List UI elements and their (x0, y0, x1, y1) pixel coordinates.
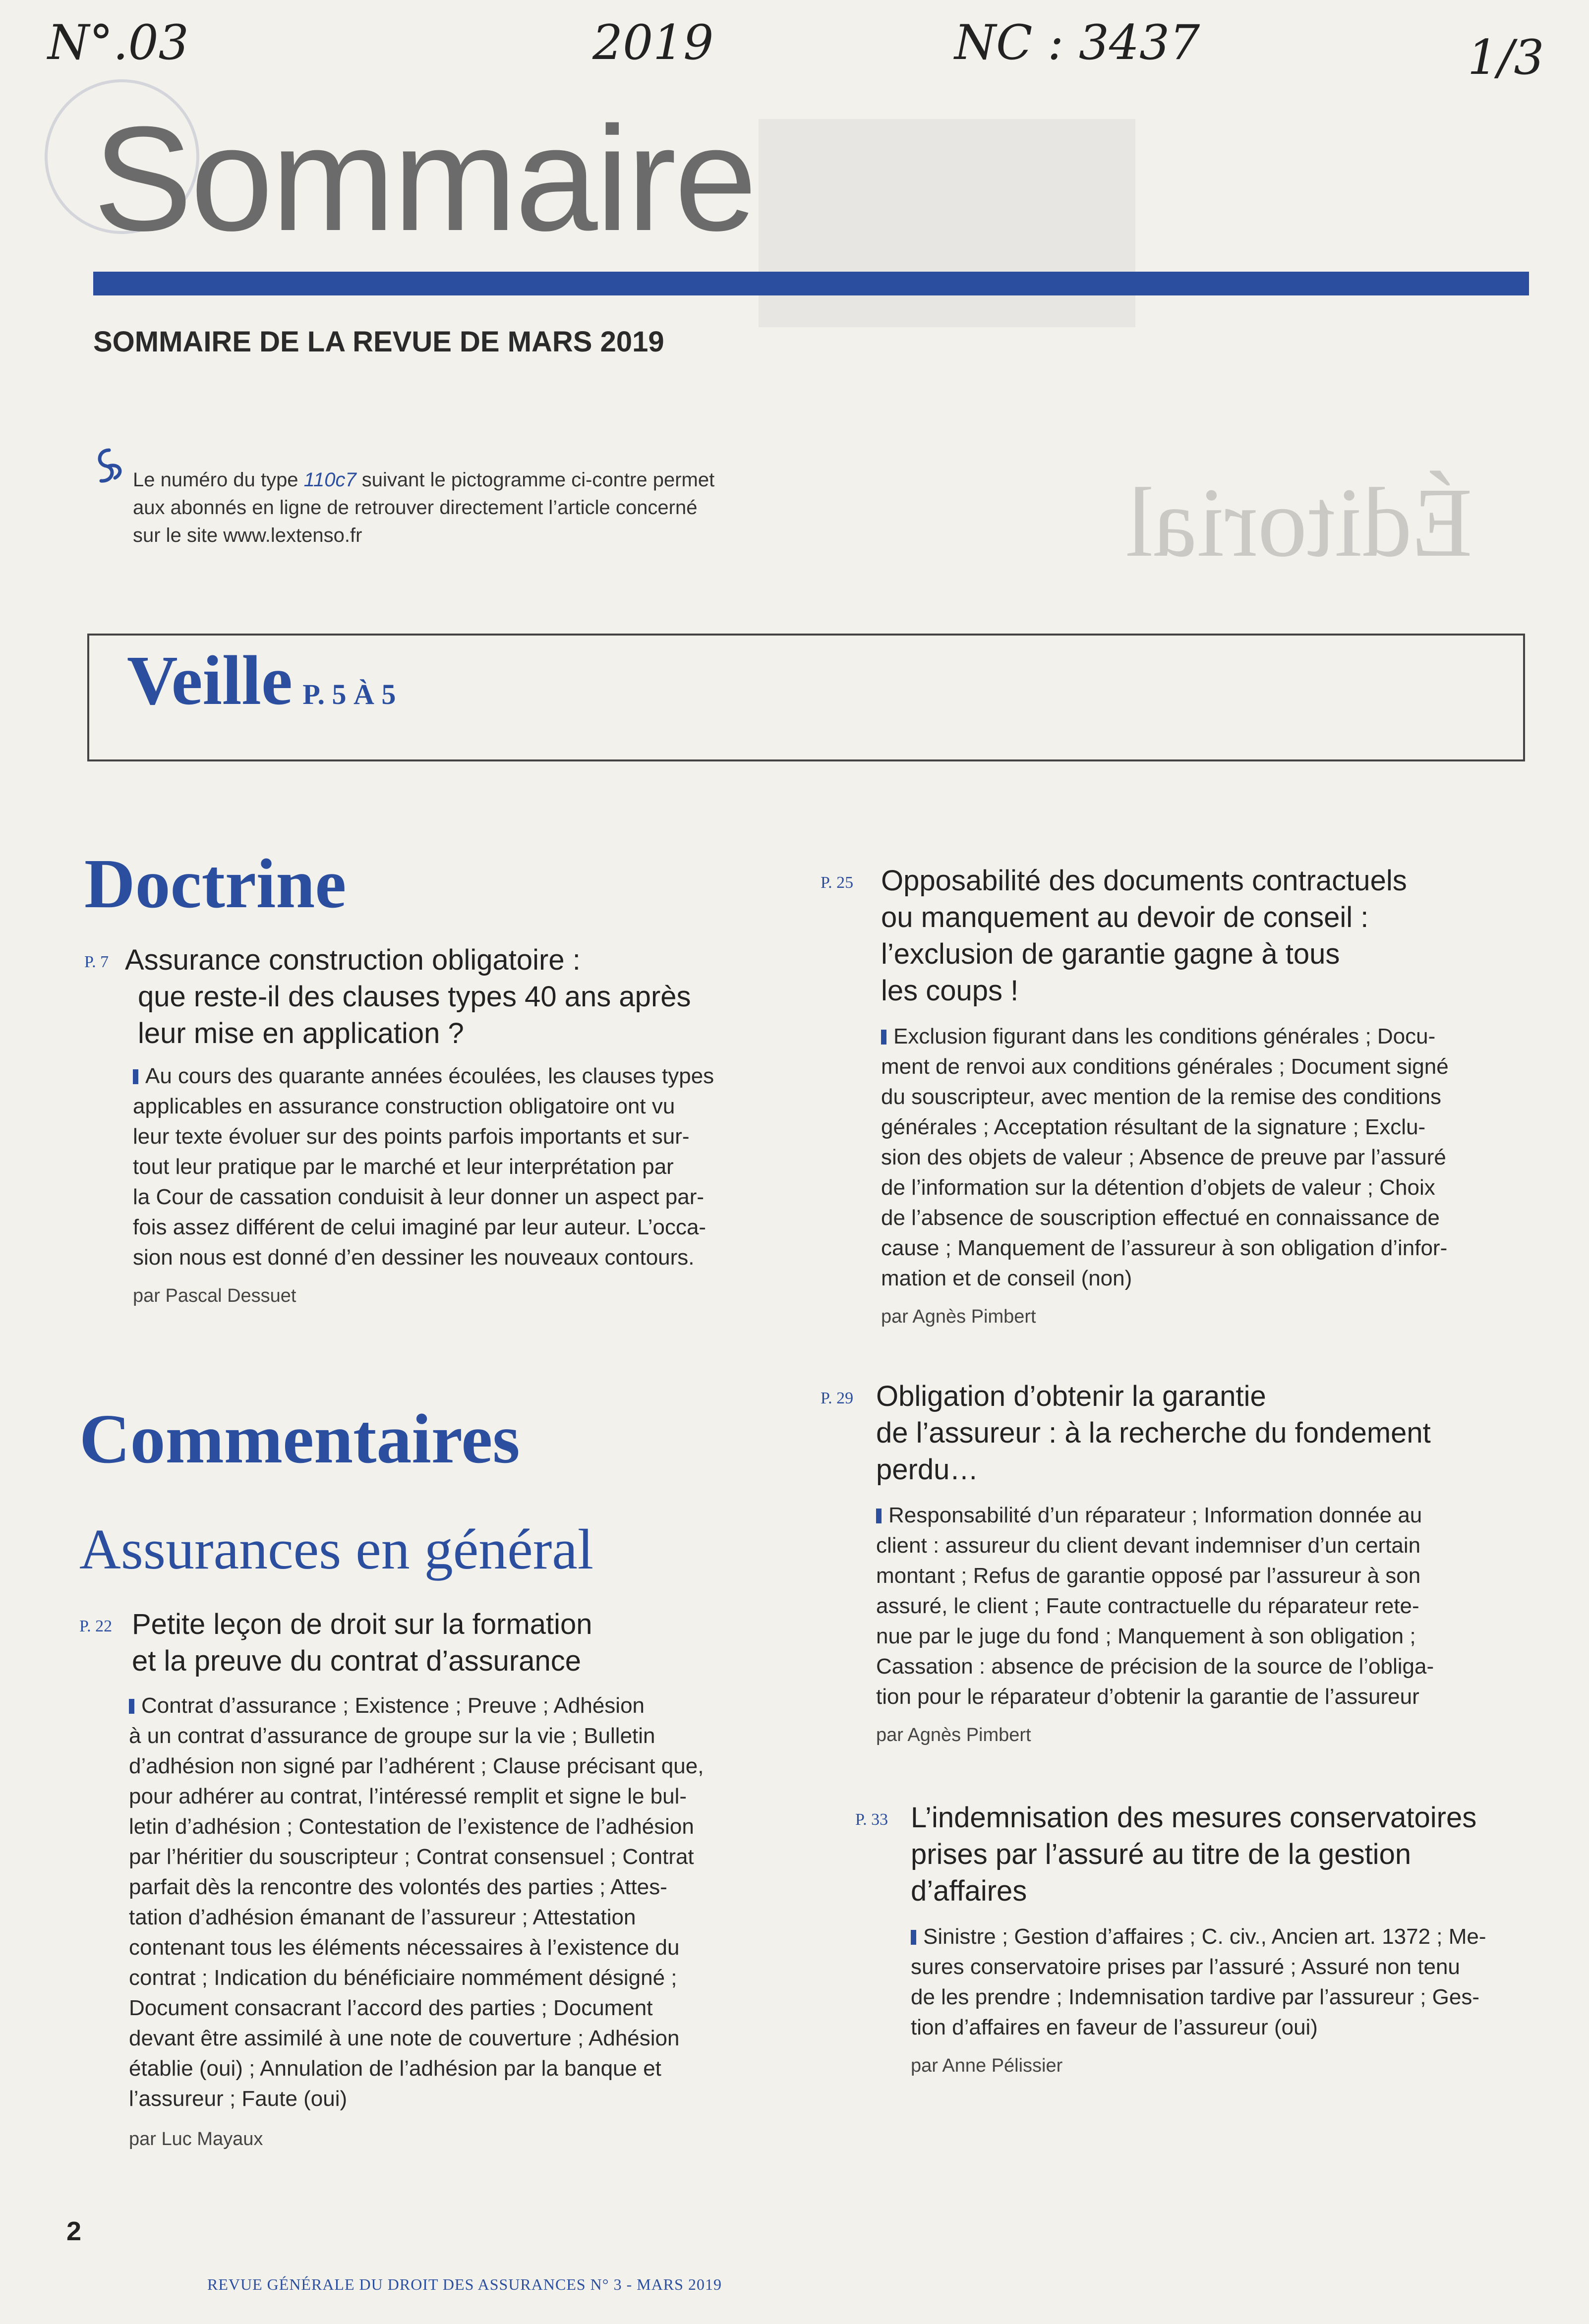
handwritten-sheet: 1/3 (1468, 30, 1544, 85)
article-body: Contrat d’assurance ; Existence ; Preuve ; Adhésion à un contrat d’assurance de groupe sur la vie ; Bulletin d’adhésion non signé par l’adhérent ; Clause précisant que, pour adhérer au contrat, l’intéressé remplit et signe le bul- letin d’adhésion ; Contestation de l’existence de l’adhésion par l’héritier du souscripteur ; Contrat consensuel ; Contrat parfait dès la rencontre des volontés des parties ; Attes- tation d’adhésion émanant de l’assureur ; Attestation contenant tous les éléments nécessaires à l’existence du contrat ; Indication du bénéficiaire nommément désigné ; Document consacrant l’accord des parties ; Document devant être assimilé à une note de couverture ; Adhésion établie (oui) ; Annulation de l’adhésion par la banque et l’assureur ; Faute (oui) (129, 1693, 704, 2111)
article-page-ref: P. 33 (855, 1810, 888, 1829)
page-title: Sommaire (93, 95, 755, 262)
footer-page-number: 2 (66, 2216, 82, 2246)
article-body: Exclusion figurant dans les conditions générales ; Docu- ment de renvoi aux conditions générales ; Document signé du souscripteur, avec mention de la remise des conditions générales ; Acceptation résultant de la signature ; Exclu- sion des objets de valeur ; Absence de preuve par l’assuré de l’information sur la détention d’objets de valeur ; Choix de l’absence de souscription effectué en connaissance de cause ; Manquement de l’assureur à son obligation d’infor- mation et de conseil (non) (881, 1024, 1449, 1290)
lextenso-pictogram-icon (89, 446, 129, 488)
article-page-ref: P. 25 (821, 873, 854, 892)
commentaires-heading: Commentaires (79, 1399, 520, 1478)
bleed-through-box (759, 119, 1135, 327)
article-page-ref: P. 7 (84, 953, 109, 971)
lextenso-notice (133, 466, 802, 549)
right-article-p33 (855, 1800, 1525, 2077)
notice-line-2: aux abonnés en ligne de retrouver directement l’article concerné (133, 497, 698, 519)
article-author: par Agnès Pimbert (876, 1725, 1031, 1745)
article-author: par Pascal Dessuet (133, 1285, 296, 1306)
bullet-square-icon (881, 1030, 886, 1045)
notice-line-3: sur le site www.lextenso.fr (133, 524, 362, 546)
subsection-heading: Assurances en général (79, 1518, 594, 1581)
bleed-through-text: Éditorial (1125, 468, 1472, 578)
right-article-p29 (821, 1378, 1525, 1746)
article-title: Opposabilité des documents contractuels ou manquement au devoir de conseil : l’exclusion de garantie gagne à tous les coups ! (881, 865, 1407, 1007)
article-body: Responsabilité d’un réparateur ; Information donnée au client : assureur du client devant indemniser d’un certain montant ; Refus de garantie opposé par l’assureur à son assuré, le client ; Faute contractuelle du réparateur rete- nue par le juge du fond ; Manquement à son obligation ; Cassation : absence de précision de la source de l’obliga- tion pour le réparateur d’obtenir la garantie de l’assureur (876, 1503, 1434, 1709)
article-body: Sinistre ; Gestion d’affaires ; C. civ., Ancien art. 1372 ; Me- sures conservatoire prises par l’assuré ; Assuré non tenu de les prendre ; Indemnisation tardive par l’assureur ; Ges- tion d’affaires en faveur de l’assureur (oui) (911, 1924, 1486, 2039)
article-author: par Anne Pélissier (911, 2055, 1063, 2076)
doctrine-heading: Doctrine (84, 844, 347, 923)
handwritten-number: N°.03 (48, 15, 189, 70)
title-rule (93, 272, 1529, 295)
article-title: Petite leçon de droit sur la formation et la preuve du contrat d’assurance (132, 1608, 592, 1677)
article-author: par Agnès Pimbert (881, 1306, 1036, 1327)
doctrine-article (84, 942, 788, 1307)
bullet-square-icon (133, 1069, 138, 1084)
footer-journal: REVUE GÉNÉRALE DU DROIT DES ASSURANCES N° 3 - MARS 2019 (207, 2275, 722, 2293)
notice-code: 110c7 (303, 469, 356, 491)
article-body: Au cours des quarante années écoulées, les clauses types applicables en assurance construction obligatoire ont vu leur texte évoluer sur des points parfois importants et sur- tout leur pratique par le marché et leur interprétation par la Cour de cassation conduisit à leur donner un aspect par- fois assez différent de celui imaginé par leur auteur. L’occa- sion nous est donné d’en dessiner les nouveaux contours. (133, 1064, 714, 1270)
article-title: Assurance construction obligatoire : que reste-il des clauses types 40 ans après leur mise en application ? (125, 944, 691, 1049)
veille-heading (127, 639, 396, 721)
article-title: L’indemnisation des mesures conservatoires prises par l’assuré au titre de la gestion d’affaires (911, 1801, 1477, 1907)
right-article-p25 (821, 863, 1525, 1328)
article-page-ref: P. 29 (821, 1389, 854, 1407)
page-subtitle: SOMMAIRE DE LA REVUE DE MARS 2019 (93, 326, 664, 358)
article-title: Obligation d’obtenir la garantie de l’assureur : à la recherche du fondement perdu… (876, 1380, 1431, 1486)
handwritten-nc: NC : 3437 (954, 15, 1200, 70)
article-author: par Luc Mayaux (129, 2129, 263, 2150)
veille-label: Veille (127, 641, 293, 719)
notice-line-1: Le numéro du type 110c7 suivant le pictogramme ci-contre permet (133, 469, 715, 491)
handwritten-year: 2019 (592, 15, 714, 70)
article-page-ref: P. 22 (79, 1617, 113, 1635)
veille-pages: P. 5 À 5 (302, 678, 396, 710)
bullet-square-icon (129, 1699, 134, 1714)
commentaire-article (79, 1606, 793, 2150)
bullet-square-icon (876, 1509, 882, 1523)
bullet-square-icon (911, 1930, 916, 1945)
